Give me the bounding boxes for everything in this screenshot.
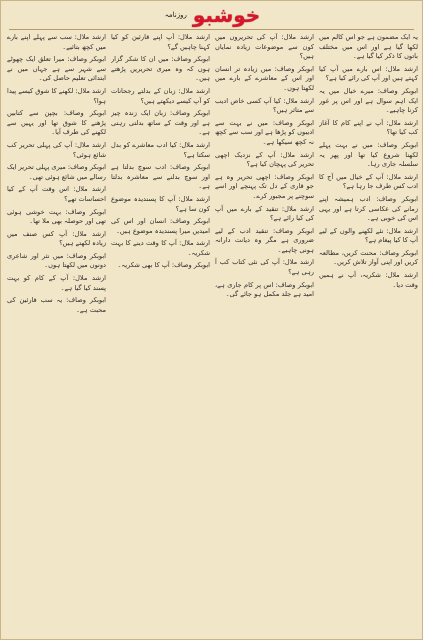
paragraph: ارشد ملال: شکریہ، آپ نے ہمیں وقت دیا۔ (319, 271, 418, 289)
paragraph: ابوبکر وصاف: میری پہلی تحریر ایک رسالے میں شائع ہوئی تھی۔ (7, 163, 106, 181)
paragraph: ابوبکر وصاف: تنقید ادب کے لیے ضروری ہے مگر وہ دیانت دارانہ ہونی چاہیے۔ (215, 226, 314, 254)
paragraph: ارشد ملال: آپ کا وقت دینے کا بہت شکریہ۔ (111, 239, 210, 257)
column-2 (215, 33, 314, 637)
paragraph: ارشد ملال: آپ کی پہلی تحریر کب شائع ہوئی؟ (7, 140, 106, 159)
paragraph: ارشد ملال: آپ کس صنف میں زیادہ لکھتے ہیں؟ (7, 229, 106, 248)
paragraph: ابوبکر وصاف: میں نے بہت سے ادیبوں کو پڑھا ہے اور سب سے کچھ نہ کچھ سیکھا ہے۔ (215, 118, 314, 146)
paragraph: ابوبکر وصاف: میں ان کا شکر گزار ہوں کہ وہ میری تحریریں پڑھتے ہیں۔ (111, 55, 210, 83)
paragraph: ارشد ملال: آپ کی تحریروں میں کون سے موضوعات زیادہ نمایاں ہیں؟ (215, 33, 314, 61)
paragraph: ارشد ملال: نئے لکھنے والوں کے لیے آپ کا کیا پیغام ہے؟ (319, 226, 418, 245)
paragraph: ابوبکر وصاف: آپ کا بھی شکریہ۔ (117, 261, 210, 270)
column-3 (111, 33, 210, 637)
header-divider (9, 29, 414, 30)
newspaper-label: روزنامہ (164, 11, 187, 19)
paragraph: ابوبکر وصاف: یہ سب قارئین کی محبت ہے۔ (7, 296, 106, 314)
paragraph: ارشد ملال: آپ نے اپنے کام کا آغاز کب کیا تھا؟ (319, 118, 418, 137)
paragraph: ارشد ملال: آپ اپنے قارئین کو کیا کہنا چاہیں گے؟ (111, 33, 210, 51)
paragraph: ابوبکر وصاف: میرا تعلق ایک چھوٹے سے شہر سے ہے جہاں میں نے ابتدائی تعلیم حاصل کی۔ (7, 55, 106, 83)
paragraph: ابوبکر وصاف: میں نثر اور شاعری دونوں میں لکھتا ہوں۔ (7, 251, 106, 270)
paragraph: ابوبکر وصاف: محنت کریں، مطالعہ کریں اور اپنی آواز تلاش کریں۔ (319, 248, 418, 267)
paragraph: ارشد ملال: آپ کی نئی کتاب کب آ رہی ہے؟ (215, 258, 314, 277)
paragraph: ارشد ملال: آپ کے خیال میں آج کا ادب کس طرف جا رہا ہے؟ (319, 172, 418, 191)
column-4 (7, 33, 106, 637)
paragraph: ارشد ملال: تنقید کے بارے میں آپ کی کیا رائے ہے؟ (215, 204, 314, 223)
paragraph: ارشد ملال: کیا ادب معاشرے کو بدل سکتا ہے؟ (111, 140, 210, 159)
paragraph: ارشد ملال: اس وقت آپ کے کیا احساسات تھے؟ (7, 185, 106, 203)
paragraph: ارشد ملال: اس بارے میں آپ کیا کہتے ہیں اور آپ کی رائے کیا ہے؟ (319, 64, 418, 83)
paragraph: ارشد ملال: سب سے پہلے اپنے بارے میں کچھ بتائیے۔ (7, 33, 106, 51)
masthead (1, 1, 423, 29)
article-columns (7, 33, 418, 637)
column-1 (319, 33, 418, 637)
paragraph: ارشد ملال: آپ کے کام کو بہت پسند کیا گیا ہے۔ (7, 274, 106, 292)
paragraph: ارشد ملال: زبان کے بدلتے رجحانات کو آپ کیسے دیکھتے ہیں؟ (111, 86, 210, 105)
paragraph: ابوبکر وصاف: ادب سوچ بدلتا ہے اور سوچ بدلنے سے معاشرہ بدلتا ہے۔ (111, 163, 210, 191)
paragraph: ارشد ملال: آپ کا پسندیدہ موضوع کون سا ہے؟ (111, 194, 210, 213)
paragraph: ابوبکر وصاف: انسان اور اس کی امیدیں میرا پسندیدہ موضوع ہیں۔ (111, 217, 210, 235)
paragraph: ابوبکر وصاف: زبان ایک زندہ چیز ہے اور وقت کے ساتھ بدلتی رہتی ہے۔ (111, 109, 210, 137)
paragraph: ابوبکر وصاف: بچپن سے کتابیں پڑھنے کا شوق تھا اور یہیں سے لکھنے کی طرف آیا۔ (7, 109, 106, 137)
paragraph: ابوبکر وصاف: اچھی تحریر وہ ہے جو قاری کے دل تک پہنچے اور اسے سوچنے پر مجبور کرے۔ (215, 172, 314, 200)
paragraph: ابوبکر وصاف: میں نے بہت پہلے لکھنا شروع کیا تھا اور پھر یہ سلسلہ جاری رہا۔ (319, 140, 418, 169)
paragraph: ابوبکر وصاف: اس پر کام جاری ہے، امید ہے جلد مکمل ہو جائے گی۔ (215, 280, 314, 299)
paragraph: ارشد ملال: آپ کے نزدیک اچھی تحریر کی پہچان کیا ہے؟ (215, 150, 314, 169)
paragraph: ابوبکر وصاف: بہت خوشی ہوئی تھی اور حوصلہ بھی ملا تھا۔ (7, 207, 106, 226)
paragraph: یہ ایک مضمون ہے جو اس کالم میں لکھا گیا ہے اور اس میں مختلف باتوں کا ذکر کیا گیا ہے۔ (319, 33, 418, 61)
newspaper-title: خوشبو (192, 3, 261, 27)
paragraph: ابوبکر وصاف: ادب ہمیشہ اپنے زمانے کی عکاسی کرتا ہے اور یہی اس کی خوبی ہے۔ (319, 194, 418, 223)
paragraph: ارشد ملال: کیا آپ کسی خاص ادیب سے متاثر ہیں؟ (215, 96, 314, 115)
paragraph: ابوبکر وصاف: میرے خیال میں یہ ایک اہم سوال ہے اور اس پر غور کرنا چاہیے۔ (319, 86, 418, 115)
paragraph: ابوبکر وصاف: میں زیادہ تر انسان اور اس کے معاشرے کے بارے میں لکھتا ہوں۔ (215, 64, 314, 92)
paragraph: ارشد ملال: لکھنے کا شوق کیسے پیدا ہوا؟ (7, 86, 106, 105)
